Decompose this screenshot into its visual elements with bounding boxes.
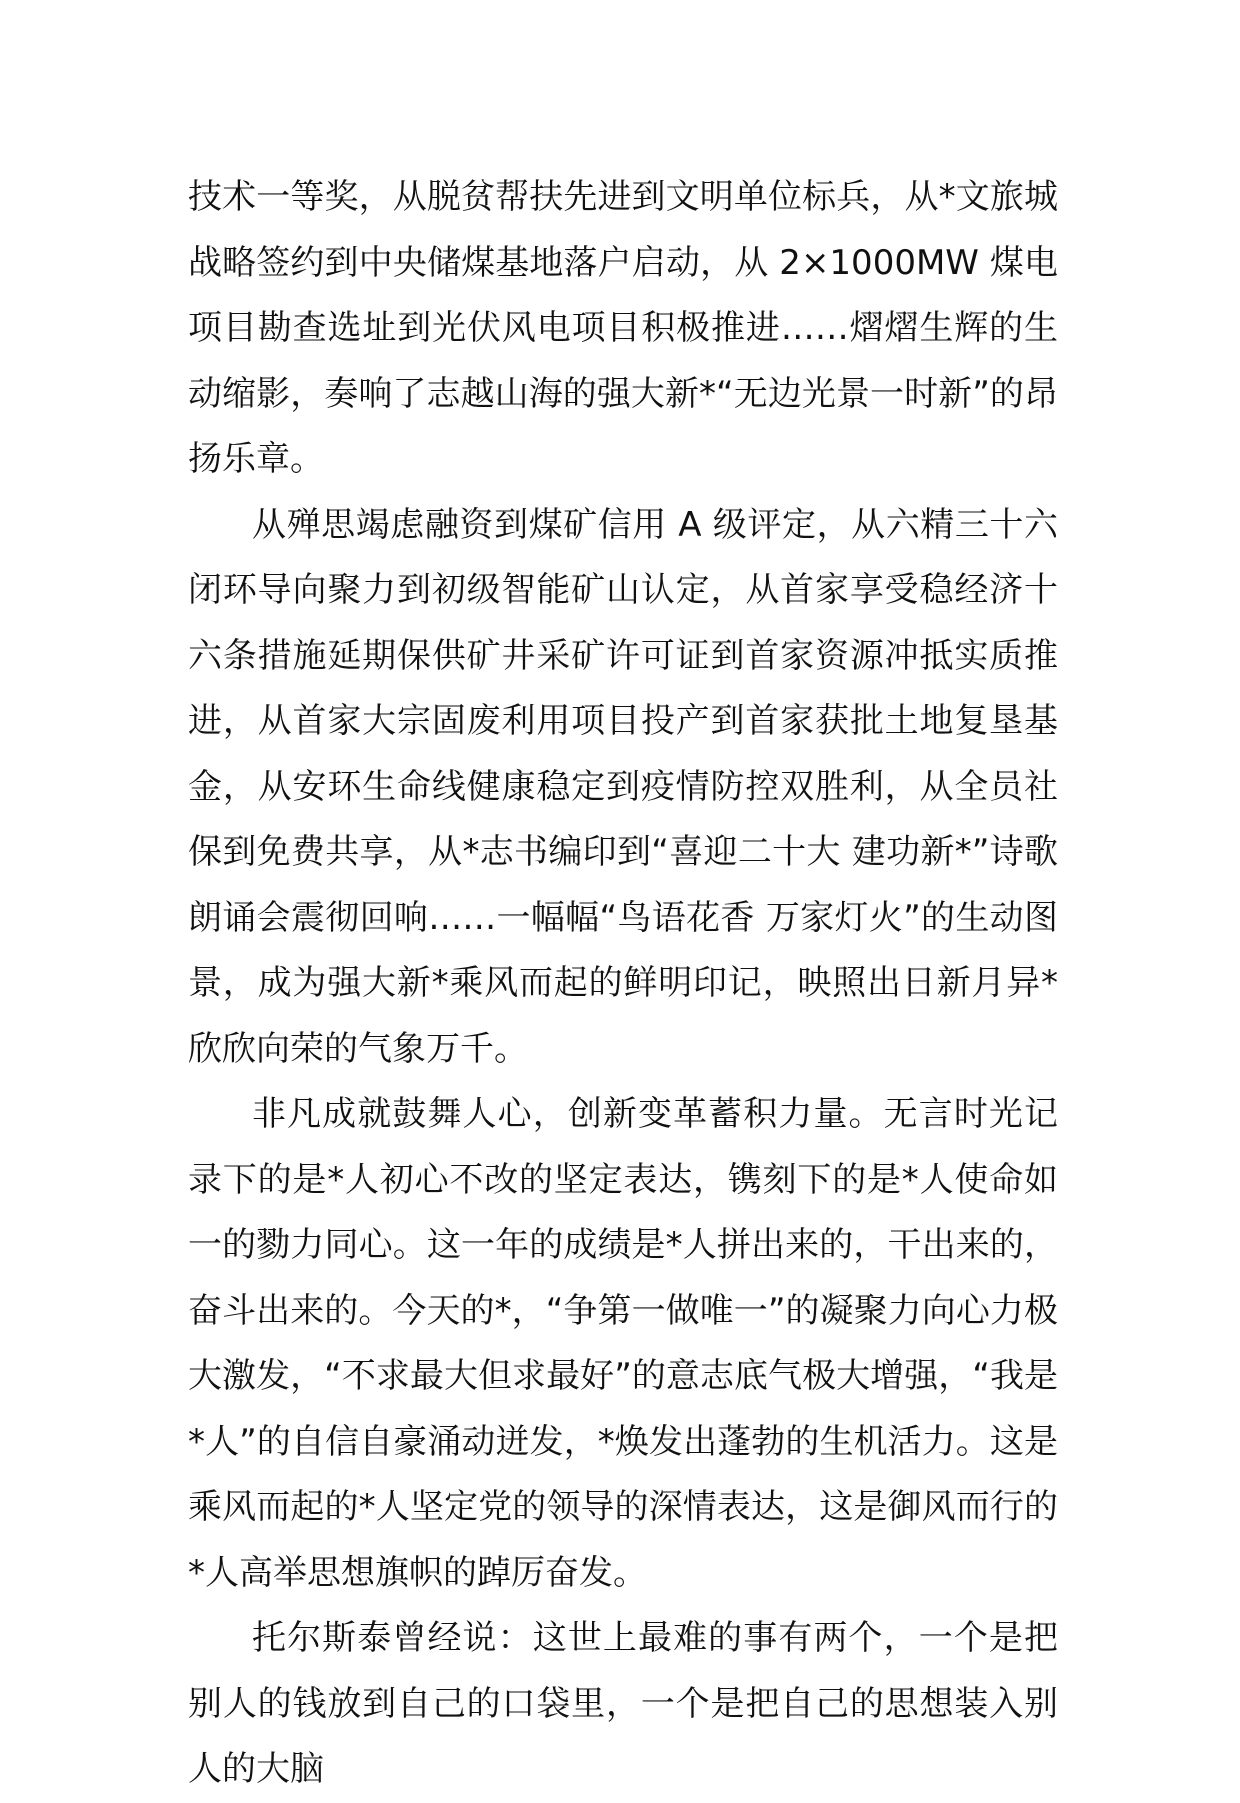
paragraph-achievements-list: 技术一等奖，从脱贫帮扶先进到文明单位标兵，从*文旅城战略签约到中央储煤基地落户启动，从 2×1000MW 煤电项目勘查选址到光伏风电项目积极推进……熠熠生辉的生动缩影，奏响了志越山海的强大新*“无边光景一时新”的昂扬乐章。: [188, 177, 1058, 479]
paragraph-milestones: 从殚思竭虑融资到煤矿信用 A 级评定，从六精三十六闭环导向聚力到初级智能矿山认定，从首家享受稳经济十六条措施延期保供矿井采矿许可证到首家资源冲抵实质推进，从首家大宗固废利用项目投产到首家获批土地复垦基金，从安环生命线健康稳定到疫情防控双胜利，从全员社保到免费共享，从*志书编印到“喜迎二十大 建功新*”诗歌朗诵会震彻回响……一幅幅“鸟语花香 万家灯火”的生动图景，成为强大新*乘风而起的鲜明印记，映照出日新月异*欣欣向荣的气象万千。: [188, 504, 1058, 1069]
paragraph-spirit: 非凡成就鼓舞人心，创新变革蓄积力量。无言时光记录下的是*人初心不改的坚定表达，镌刻下的是*人使命如一的勠力同心。这一年的成绩是*人拼出来的，干出来的，奋斗出来的。今天的*，“争第一做唯一”的凝聚力向心力极大激发，“不求最大但求最好”的意志底气极大增强，“我是*人”的自信自豪涌动迸发，*焕发出蓬勃的生机活力。这是乘风而起的*人坚定党的领导的深情表达，这是御风而行的*人高举思想旗帜的踔厉奋发。: [188, 1094, 1058, 1593]
document-body: [188, 165, 1058, 1803]
paragraph-tolstoy-quote: 托尔斯泰曾经说：这世上最难的事有两个，一个是把别人的钱放到自己的口袋里，一个是把自己的思想装入别人的大脑: [188, 1618, 1058, 1789]
